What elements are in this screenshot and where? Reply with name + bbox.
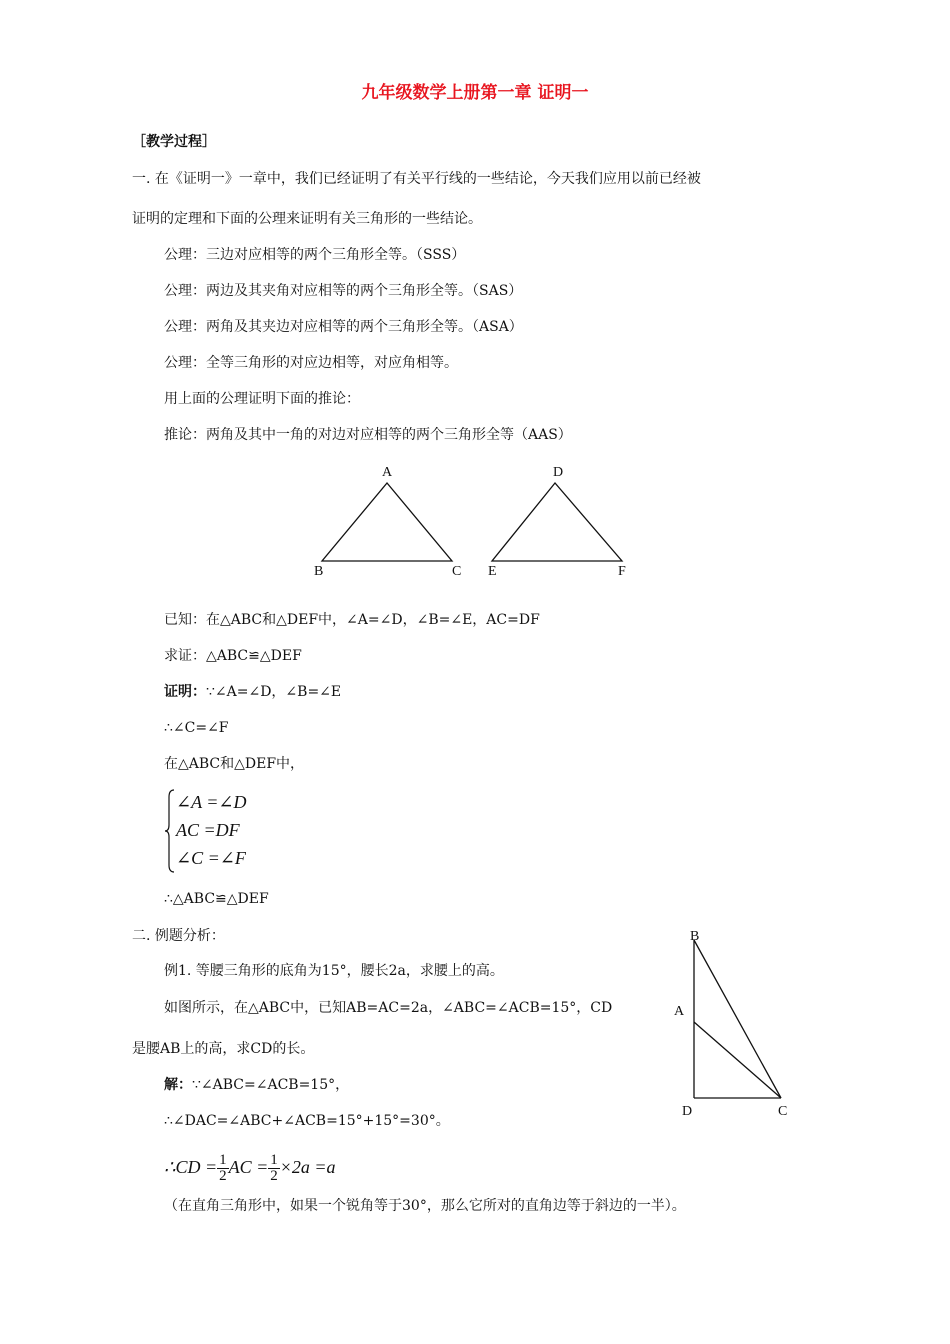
prove-statement: 求证：△ABC≌△DEF — [164, 648, 302, 664]
label-e: E — [488, 564, 497, 579]
segment-ac — [694, 1022, 781, 1098]
proof-line-3: 在△ABC和△DEF中， — [164, 756, 305, 772]
fig-label-d: D — [682, 1104, 693, 1119]
formula-mid: AC = — [228, 1157, 269, 1177]
axiom-congruent-parts: 公理：全等三角形的对应边相等，对应角相等。 — [164, 355, 458, 371]
fig-label-a: A — [674, 1004, 685, 1019]
section-heading: ［教学过程］ — [132, 134, 216, 150]
example-desc-1: 如图所示，在△ABC中，已知AB=AC=2a，∠ABC=∠ACB=15°，CD — [164, 1000, 613, 1016]
solution-line-1 — [164, 1076, 349, 1094]
formula-tail: ×2a =a — [279, 1157, 336, 1177]
proof-label: 证明： — [164, 684, 206, 700]
label-a: A — [382, 465, 393, 480]
note-30-degree: （在直角三角形中，如果一个锐角等于30°，那么它所对的直角边等于斜边的一半）。 — [164, 1198, 686, 1214]
page-title: 九年级数学上册第一章 证明一 — [361, 83, 589, 103]
example-desc-2: 是腰AB上的高，求CD的长。 — [132, 1041, 315, 1057]
axiom-sss: 公理：三边对应相等的两个三角形全等。（SSS） — [164, 247, 466, 263]
proof-text-1: ∵∠A=∠D，∠B=∠E — [206, 684, 342, 700]
given-statement: 已知：在△ABC和△DEF中，∠A=∠D，∠B=∠E，AC=DF — [164, 612, 540, 628]
fig-label-b: B — [690, 929, 700, 944]
intro-line-2: 证明的定理和下面的公理来证明有关三角形的一些结论。 — [132, 211, 482, 227]
axiom-sas: 公理：两边及其夹角对应相等的两个三角形全等。（SAS） — [164, 283, 523, 299]
segment-bc — [694, 940, 781, 1098]
fraction-half-1: $\frac{1}{2}$ — [219, 1152, 227, 1185]
system-eq-3: ∠C =∠F — [176, 848, 246, 868]
example-figure — [664, 922, 804, 1127]
conclusion: ∴△ABC≌△DEF — [164, 891, 269, 907]
system-eq-2: AC =DF — [176, 820, 240, 840]
solution-text-1: ∵∠ABC=∠ACB=15°， — [192, 1077, 350, 1093]
triangle-def — [492, 483, 622, 561]
intro-line-1: 一. 在《证明一》一章中，我们已经证明了有关平行线的一些结论，今天我们应用以前已经被 — [132, 171, 701, 187]
corollary-aas: 推论：两角及其中一角的对边对应相等的两个三角形全等（AAS） — [164, 427, 572, 443]
formula-lhs: ∴CD = — [164, 1157, 218, 1177]
solution-label: 解： — [164, 1077, 192, 1093]
system-brace — [164, 789, 176, 873]
proof-line-1 — [164, 683, 341, 701]
label-b: B — [314, 564, 324, 579]
label-c: C — [452, 564, 462, 579]
formula-cd — [164, 1150, 336, 1184]
use-axioms-line: 用上面的公理证明下面的推论： — [164, 391, 360, 407]
fig-label-c: C — [778, 1104, 788, 1119]
part2-heading: 二. 例题分析： — [132, 928, 225, 944]
fraction-half-2: $\frac{1}{2}$ — [270, 1152, 278, 1185]
triangles-figure — [300, 455, 650, 585]
label-f: F — [618, 564, 626, 579]
proof-line-2: ∴∠C=∠F — [164, 720, 229, 736]
label-d: D — [553, 465, 564, 480]
triangle-abc — [322, 483, 452, 561]
example-1: 例1. 等腰三角形的底角为15°，腰长2a，求腰上的高。 — [164, 963, 504, 979]
system-eq-1: ∠A =∠D — [176, 792, 247, 812]
solution-line-2: ∴∠DAC=∠ABC+∠ACB=15°+15°=30°。 — [164, 1113, 450, 1129]
axiom-asa: 公理：两角及其夹边对应相等的两个三角形全等。（ASA） — [164, 319, 523, 335]
